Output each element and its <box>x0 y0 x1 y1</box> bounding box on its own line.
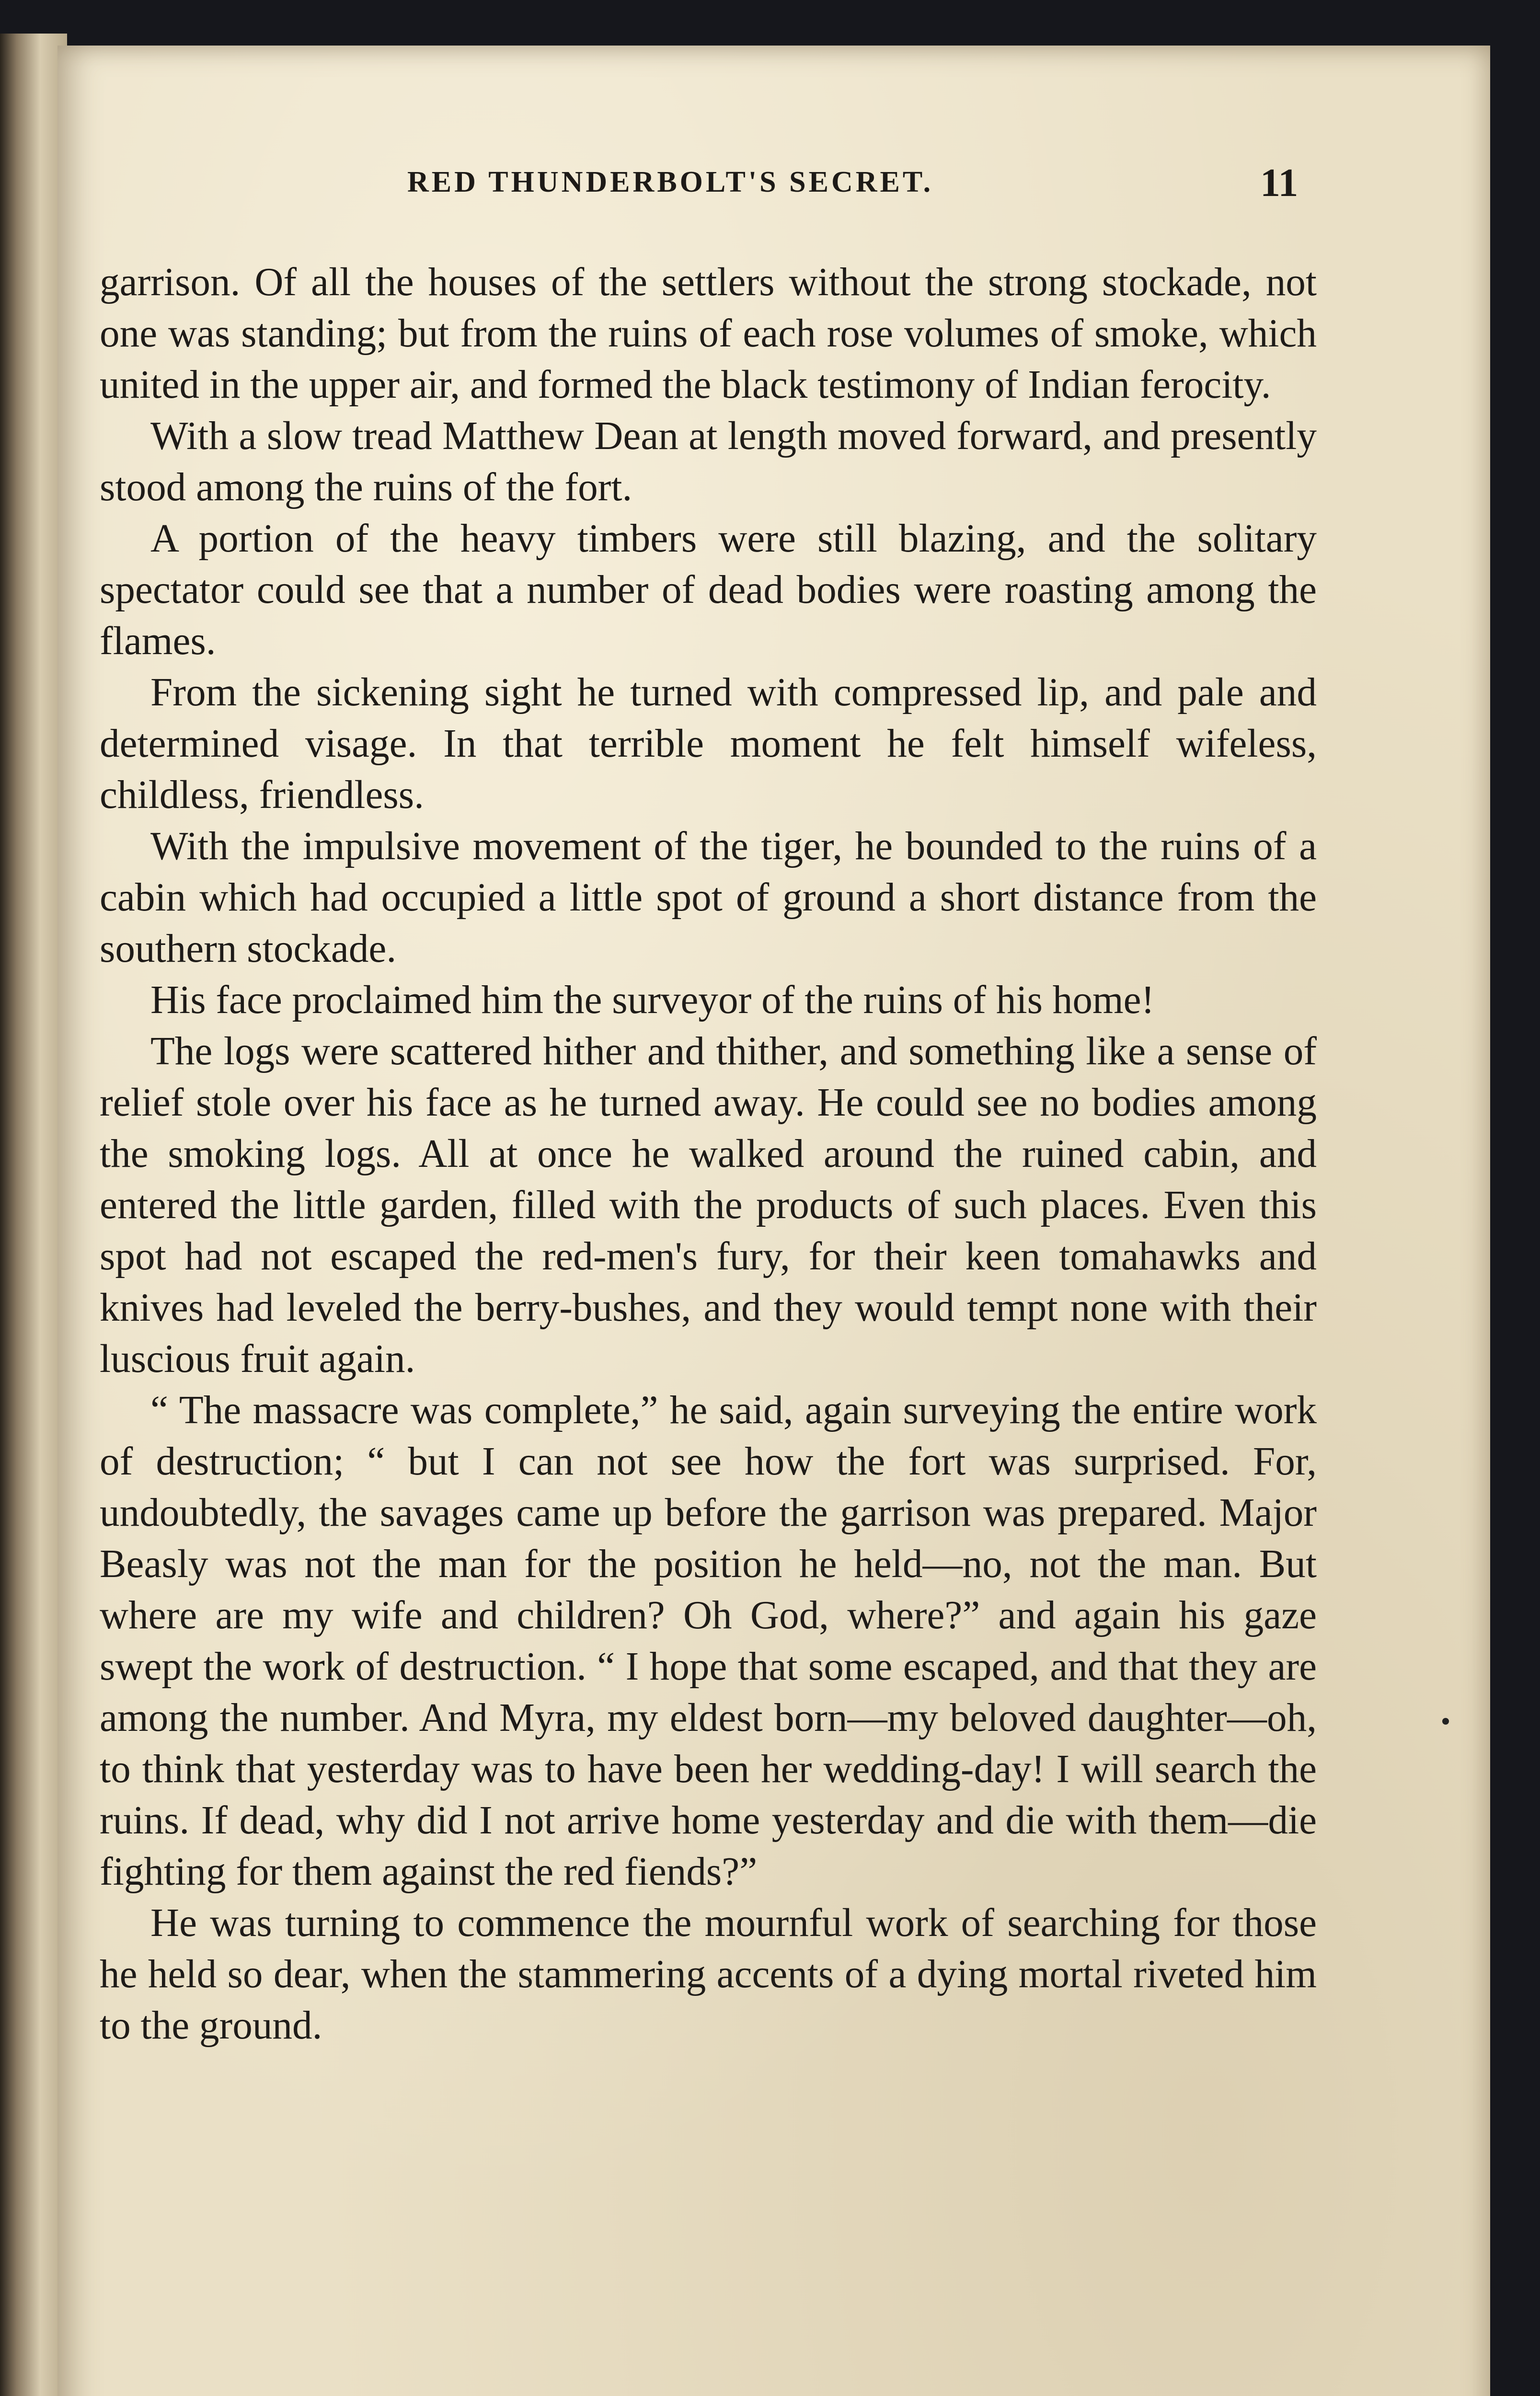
paragraph: He was turning to commence the mournful work of searching for those he held so dear, when the stammering accents of a dying mortal riveted him to the ground. <box>100 1901 1317 2047</box>
page-header <box>57 161 1490 237</box>
paragraph: garrison. Of all the houses of the settlers without the strong stockade, not one was standing; but from the ruins of each rose volumes of smoke, which united in the upper air, and formed the black testimony of Indian ferocity. <box>100 260 1317 406</box>
page-number: 11 <box>1260 161 1299 205</box>
paragraph: With the impulsive movement of the tiger, he bounded to the ruins of a cabin which had occupied a little spot of ground a short distance from the southern stockade. <box>100 824 1317 970</box>
paragraph: From the sickening sight he turned with compressed lip, and pale and determined visage. In that terrible moment he felt himself wifeless, childless, friendless. <box>100 670 1317 817</box>
paragraph: His face proclaimed him the surveyor of the ruins of his home! <box>150 978 1155 1022</box>
running-head: RED THUNDERBOLT'S SECRET. <box>407 166 934 198</box>
body-text <box>100 256 1317 2051</box>
paragraph: A portion of the heavy timbers were still blazing, and the solitary spectator could see that a number of dead bodies were roasting among the flames. <box>100 516 1317 663</box>
paragraph: With a slow tread Matthew Dean at length moved forward, and presently stood among the ruins of the fort. <box>100 414 1317 509</box>
paragraph: “ The massacre was complete,” he said, again surveying the entire work of destruction; “ but I can not see how the fort was surprised. For, undoubtedly, the savages came up before the garrison was prepared. Major Beasly was not the man for the position he held—no, not the man. But where are my wife and children? Oh God, where?” and again his gaze swept the work of destruction. “ I hope that some escaped, and that they are among the number. And Myra, my eldest born—my beloved daughter—oh, to think that yesterday was to have been her wedding-day! I will search the ruins. If dead, why did I not arrive home yesterday and die with them—die fighting for them against the red fiends?” <box>100 1388 1317 1893</box>
paragraph: The logs were scattered hither and thither, and something like a sense of relief stole over his face as he turned away. He could see no bodies among the smoking logs. All at once he walked around the ruined cabin, and entered the little garden, filled with the products of such places. Even this spot had not escaped the red-men's fury, for their keen tomahawks and knives had leveled the berry-bushes, and they would tempt none with their luscious fruit again. <box>100 1029 1317 1381</box>
book-page <box>57 46 1490 2396</box>
book-binding-edge <box>0 34 67 2396</box>
ink-speck <box>1442 1718 1449 1725</box>
